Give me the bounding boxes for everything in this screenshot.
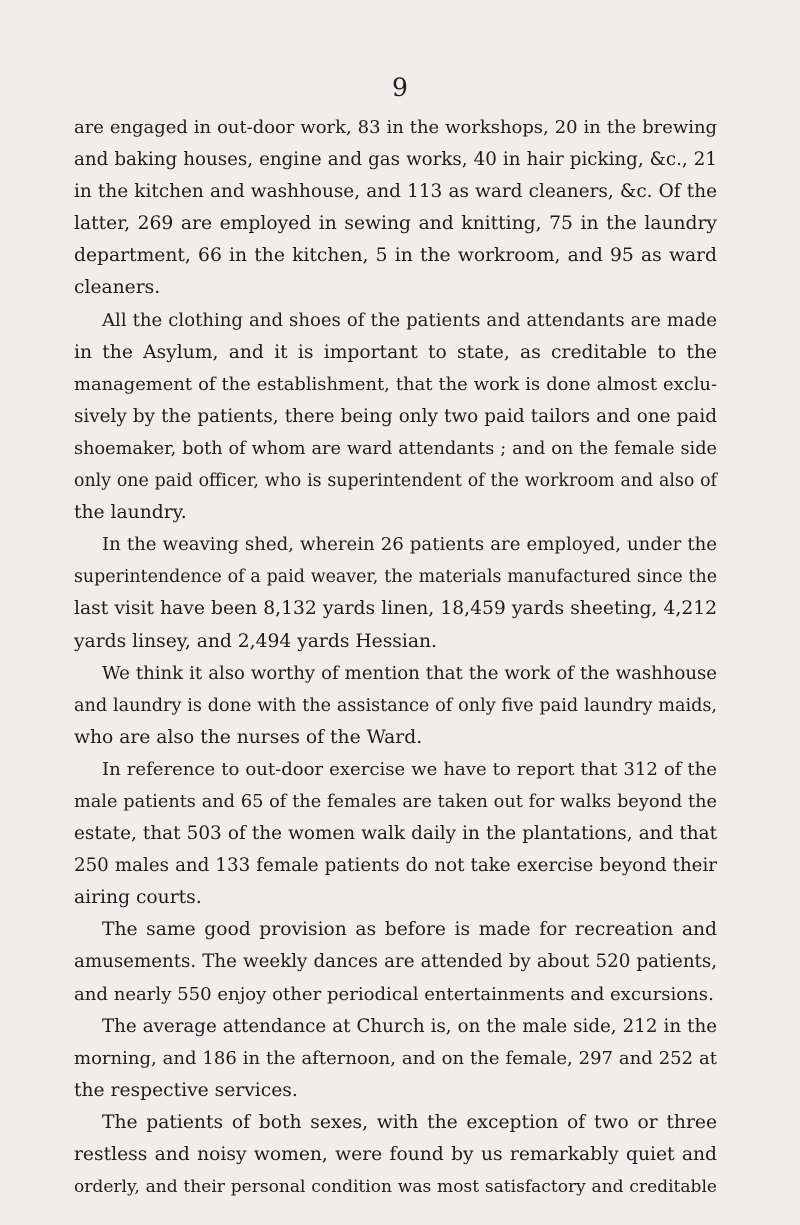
text-line: the laundry.	[74, 502, 187, 524]
text-line: 250 males and 133 female patients do not take exercise beyond their	[74, 855, 717, 877]
text-line: sively by the patients, there being only two paid tailors and one paid	[74, 405, 717, 427]
text-line: the respective services.	[74, 1079, 298, 1101]
text-line: department, 66 in the kitchen, 5 in the workroom, and 95 as ward	[74, 245, 717, 267]
text-line: male patients and 65 of the females are taken out for walks beyond the	[74, 791, 717, 812]
text-line: airing courts.	[74, 887, 202, 909]
text-line: who are also the nurses of the Ward.	[74, 726, 423, 748]
text-line: morning, and 186 in the afternoon, and on the female, 297 and 252 at	[74, 1047, 717, 1069]
text-line: superintendence of a paid weaver, the materials manufactured since the	[74, 567, 717, 588]
text-line: cleaners.	[74, 277, 161, 299]
text-line: in the Asylum, and it is important to state, as creditable to the	[74, 341, 717, 363]
text-line: last visit have been 8,132 yards linen, 18,459 yards sheeting, 4,212	[74, 598, 717, 620]
text-line: In reference to out-door exercise we have to report that 312 of the	[102, 758, 717, 780]
text-line: are engaged in out-door work, 83 in the workshops, 20 in the brewing	[74, 117, 717, 138]
text-line: orderly, and their personal condition was most satisfactory and creditable	[74, 1177, 717, 1198]
text-line: All the clothing and shoes of the patients and attendants are made	[102, 309, 717, 331]
text-line: The patients of both sexes, with the exception of two or three	[102, 1111, 717, 1133]
text-line: amusements. The weekly dances are attended by about 520 patients,	[74, 951, 717, 973]
text-line: In the weaving shed, wherein 26 patients are employed, under the	[102, 534, 717, 556]
text-line: restless and noisy women, were found by us remarkably quiet and	[74, 1144, 717, 1165]
text-line: The same good provision as before is made for recreation and	[102, 919, 717, 941]
text-line: shoemaker, both of whom are ward attendants ; and on the female side	[74, 438, 717, 459]
text-line: estate, that 503 of the women walk daily in the plantations, and that	[74, 823, 717, 845]
text-line: only one paid officer, who is superintendent of the workroom and also of	[74, 471, 717, 492]
text-line: yards linsey, and 2,494 yards Hessian.	[74, 630, 437, 652]
text-line: in the kitchen and washhouse, and 113 as ward cleaners, &c. Of the	[74, 181, 717, 203]
text-line: latter, 269 are employed in sewing and knitting, 75 in the laundry	[74, 213, 717, 235]
text-line: management of the establishment, that the work is done almost exclu-	[74, 373, 717, 395]
body-text	[74, 112, 717, 1203]
text-line: and baking houses, engine and gas works, 40 in hair picking, &c., 21	[74, 149, 717, 171]
text-line: We think it also worthy of mention that the work of the washhouse	[102, 662, 717, 684]
text-line: The average attendance at Church is, on the male side, 212 in the	[102, 1015, 717, 1037]
text-line: and nearly 550 enjoy other periodical entertainments and excursions.	[74, 983, 714, 1005]
text-line: and laundry is done with the assistance of only five paid laundry maids,	[74, 695, 717, 716]
page-number: 9	[392, 73, 408, 102]
